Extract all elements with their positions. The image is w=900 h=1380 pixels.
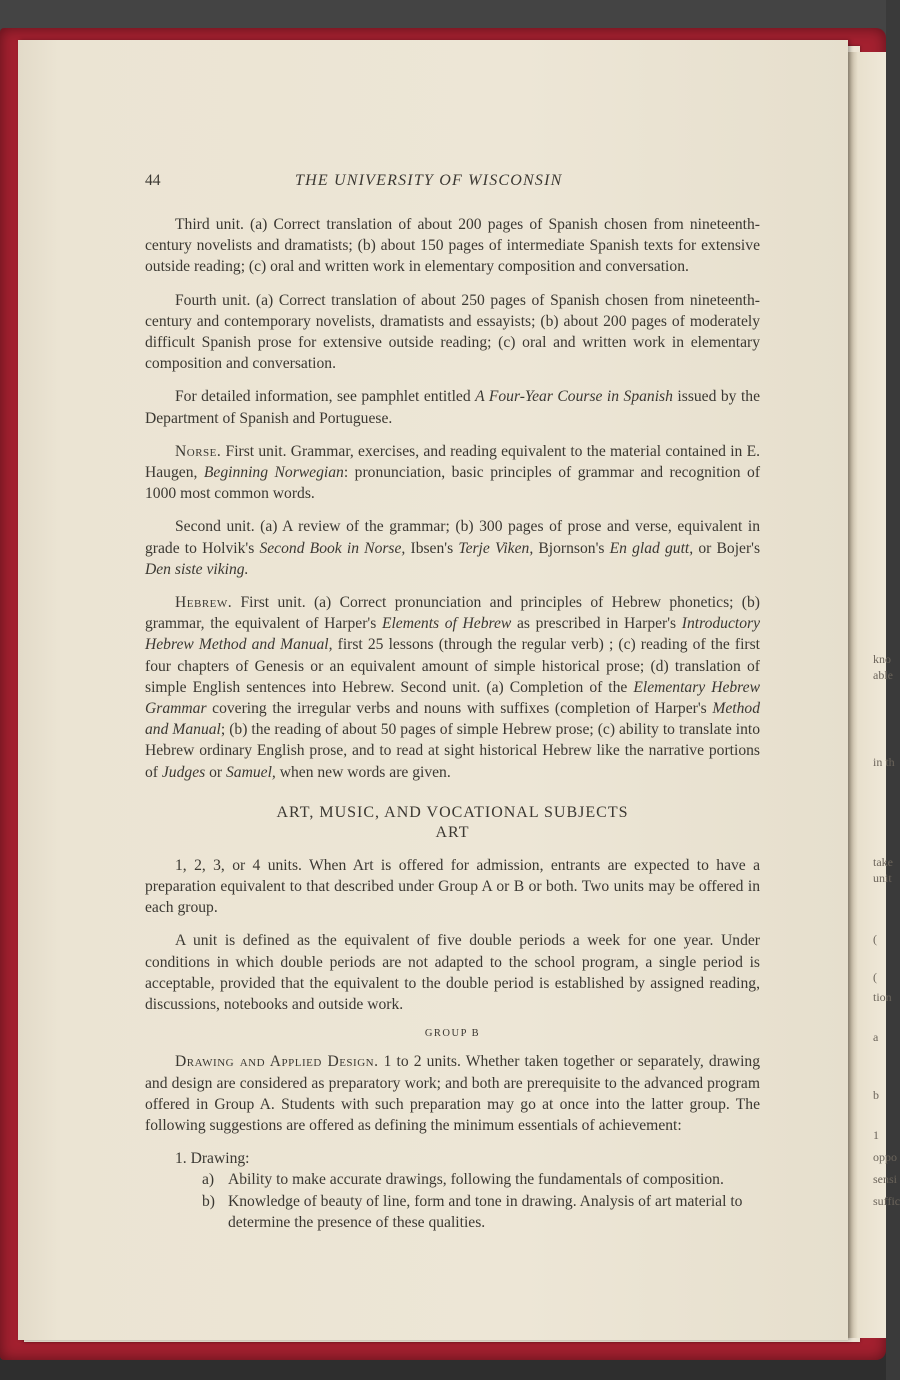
text-run: Ibsen's	[405, 539, 459, 557]
list-item-text: Knowledge of beauty of line, form and tone in drawing. Analysis of art material to determine the presence of these qualities.	[228, 1192, 743, 1231]
page-text-block	[145, 170, 760, 1233]
running-head	[145, 170, 760, 200]
book-title: Introductory Hebrew Method and Manual,	[145, 615, 761, 654]
text-run: ; (b) the reading of about 50 pages of simple Hebrew prose; (c) ability to translate into Hebrew ordinary English prose, and to read at sight historical Hebrew like the narrative portions of	[145, 721, 760, 781]
text-run: covering the irregular verbs and nouns with suffixes (completion of Harper's	[206, 700, 713, 718]
adjacent-page-text: oppo	[873, 1150, 897, 1164]
adjacent-page-text: suffic	[873, 1194, 900, 1208]
book-title: Method and Manual	[145, 700, 760, 739]
adjacent-page-text: 1	[873, 1128, 879, 1142]
art-units-paragraph: 1, 2, 3, or 4 units. When Art is offered for admission, entrants are expected to have a preparation equivalent to that described under Group A or B or both. Two units may be offered in each group.	[145, 856, 760, 917]
text-run: first 25 lessons (through the regular verb) ; (c) reading of the first four chapters of Genesis or an equivalent amount of simple historical prose; (d) translation of simple English sentences into Hebrew. Second unit. (a) Completion of the	[145, 636, 761, 696]
pamphlet-title: A Four-Year Course in Spanish	[475, 388, 673, 406]
section-subheading: ART	[435, 823, 470, 841]
text-run: Bjornson's	[533, 539, 610, 557]
adjacent-page-text: take	[873, 855, 893, 869]
adjacent-page-text: b	[873, 1088, 879, 1102]
essentials-list	[145, 1148, 760, 1233]
adjacent-page-text: tion	[873, 990, 892, 1004]
subject-label-norse: Norse.	[175, 442, 222, 460]
adjacent-page-text: (	[873, 932, 877, 946]
book-title: Elements of Hebrew	[381, 615, 512, 633]
text-run: or	[205, 763, 226, 781]
adjacent-page-strip	[848, 52, 886, 1338]
book-title: Beginning Norwegian	[203, 464, 344, 482]
running-title: THE UNIVERSITY OF WISCONSIN	[295, 172, 563, 189]
text-run: Second unit. (a) A review of the grammar; (b) 300 pages of prose and verse, equivalent in grade to Holvik's	[145, 518, 760, 557]
adjacent-page-text: (	[873, 970, 877, 984]
text-run: For detailed information, see pamphlet entitled	[175, 388, 476, 406]
norse-second-unit	[145, 516, 760, 580]
book-title: En glad gutt,	[609, 539, 694, 557]
page-number: 44	[145, 172, 161, 189]
spanish-fourth-unit: Fourth unit. (a) Correct translation of about 250 pages of Spanish chosen from nineteenth-century and contemporary novelists, dramatists and essayists; (b) about 200 pages of moderately difficult Spanish prose for extensive outside reading; (c) oral and written work in elementary composition and conversation.	[145, 291, 760, 373]
list-marker: b)	[202, 1192, 215, 1210]
spanish-third-unit: Third unit. (a) Correct translation of about 200 pages of Spanish chosen from nineteenth-century novelists and dramatists; (b) about 150 pages of intermediate Spanish texts for extensive outside reading; (c) oral and written work in elementary composition and conversation.	[145, 216, 760, 276]
adjacent-page-text: unit	[873, 871, 892, 885]
spanish-detail-paragraph	[145, 386, 760, 428]
text-run: issued by the Department of Spanish and Portuguese.	[145, 388, 760, 427]
adjacent-page-text: sensi	[873, 1172, 897, 1186]
adjacent-page-text: kno	[873, 652, 891, 666]
group-heading: GROUP B	[424, 1028, 481, 1040]
book-title: Terje Viken,	[458, 539, 534, 557]
list-item-text: Ability to make accurate drawings, following the fundamentals of composition.	[228, 1171, 724, 1189]
section-heading: ART, MUSIC, AND VOCATIONAL SUBJECTS	[276, 803, 629, 821]
text-run: 1 to 2 units. Whether taken together or separately, drawing and design are considered as preparatory work; and both are prerequisite to the advanced program offered in Group A. Students with such preparation may go at once into the latter group. The following suggestions are offered as defining the minimum essentials of achievement:	[145, 1053, 760, 1134]
adjacent-page-text: in th	[873, 755, 895, 769]
subject-label-drawing: Drawing and Applied Design.	[175, 1053, 379, 1071]
hebrew-paragraph	[145, 592, 760, 783]
book-title: Den siste viking.	[145, 560, 249, 578]
adjacent-page-text: able	[873, 668, 893, 682]
list-item	[202, 1169, 760, 1190]
list-marker: a)	[202, 1171, 215, 1189]
subject-label-hebrew: Hebrew.	[175, 594, 233, 612]
art-unit-definition: A unit is defined as the equivalent of five double periods a week for one year. Under conditions in which double periods are not adapted to the school program, a single period is acceptable, provided that the equivalent to the double period is established by assigned reading, discussions, notebooks and outside work.	[145, 932, 760, 1014]
book-title: Second Book in Norse,	[259, 539, 406, 557]
norse-first-unit	[145, 441, 760, 505]
text-run: : pronunciation, basic principles of grammar and recognition of 1000 most common words.	[145, 464, 761, 503]
text-run: as prescribed in Harper's	[511, 615, 682, 633]
text-run: when new words are given.	[275, 763, 451, 781]
list-item	[202, 1191, 760, 1233]
adjacent-page-text: a	[873, 1030, 879, 1044]
book-title: Judges	[161, 763, 206, 781]
drawing-design-paragraph	[145, 1051, 760, 1136]
list-item: 1. Drawing:	[175, 1150, 250, 1168]
book-title: Elementary Hebrew Grammar	[145, 678, 760, 718]
text-run: or Bojer's	[693, 539, 761, 557]
text-run: First unit. (a) Correct pronunciation and principles of Hebrew phonetics; (b) grammar, the equivalent of Harper's	[145, 594, 760, 633]
text-run: First unit. Grammar, exercises, and reading equivalent to the material contained in E. Haugen,	[145, 442, 760, 482]
book-title: Samuel,	[226, 763, 276, 781]
